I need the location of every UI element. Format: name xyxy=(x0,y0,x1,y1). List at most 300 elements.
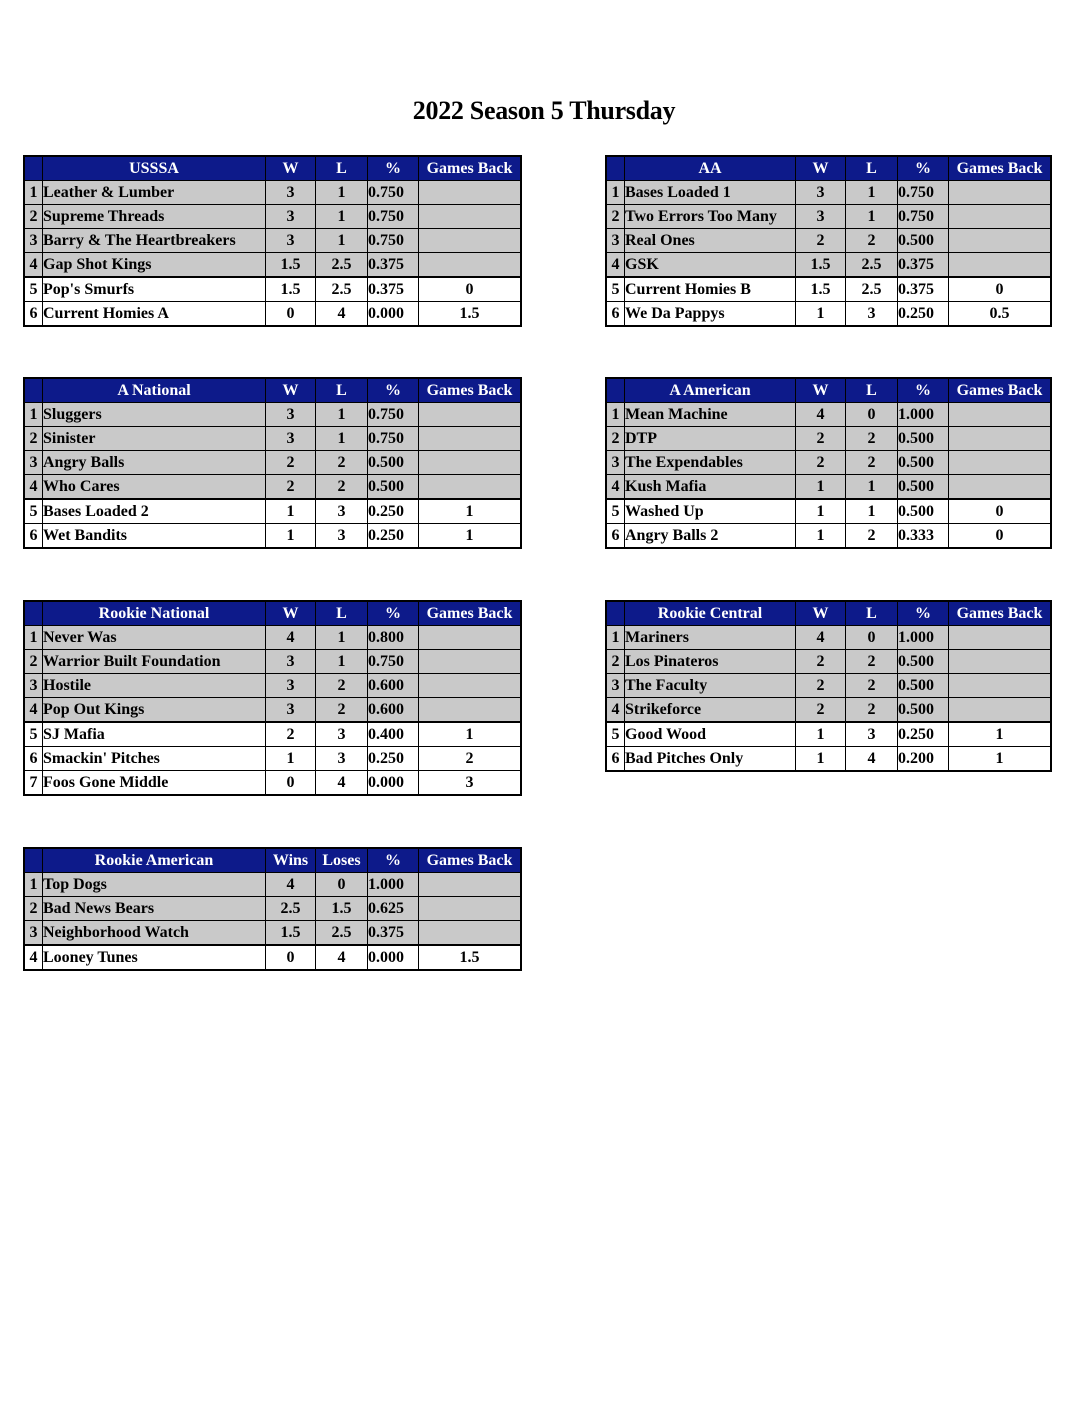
rank-cell: 5 xyxy=(25,722,43,747)
games-back-header: Games Back xyxy=(419,379,521,403)
wins-cell: 3 xyxy=(266,205,316,229)
team-name-cell: Looney Tunes xyxy=(43,945,266,970)
table-row xyxy=(25,229,521,253)
table-row xyxy=(25,873,521,897)
losses-header: L xyxy=(846,379,898,403)
wins-cell: 2 xyxy=(266,475,316,500)
percent-header: % xyxy=(898,157,949,181)
losses-header: L xyxy=(846,157,898,181)
wins-cell: 1 xyxy=(266,747,316,771)
rookie-central-standings-table xyxy=(606,601,1051,771)
team-name-cell: Good Wood xyxy=(625,722,796,747)
rank-cell: 3 xyxy=(25,921,43,946)
team-name-cell: Barry & The Heartbreakers xyxy=(43,229,266,253)
games-back-cell xyxy=(949,181,1051,205)
table-header-row xyxy=(607,379,1051,403)
losses-cell: 3 xyxy=(316,499,368,524)
games-back-cell xyxy=(419,650,521,674)
team-name-cell: SJ Mafia xyxy=(43,722,266,747)
losses-cell: 2 xyxy=(846,650,898,674)
table-row xyxy=(25,277,521,302)
games-back-header: Games Back xyxy=(949,157,1051,181)
table-row xyxy=(607,650,1051,674)
table-row xyxy=(25,945,521,970)
wins-cell: 2 xyxy=(796,674,846,698)
wins-cell: 2 xyxy=(266,722,316,747)
losses-cell: 3 xyxy=(846,722,898,747)
rank-cell: 4 xyxy=(607,253,625,278)
losses-cell: 4 xyxy=(846,747,898,771)
table-row xyxy=(607,722,1051,747)
wins-cell: 3 xyxy=(266,427,316,451)
losses-cell: 0 xyxy=(316,873,368,897)
losses-cell: 2 xyxy=(846,698,898,723)
rookie-american-standings-table xyxy=(24,848,521,970)
percent-header: % xyxy=(368,849,419,873)
losses-cell: 2.5 xyxy=(316,253,368,278)
losses-cell: 1 xyxy=(316,403,368,427)
team-name-cell: Foos Gone Middle xyxy=(43,771,266,795)
games-back-header: Games Back xyxy=(419,157,521,181)
table-row xyxy=(25,897,521,921)
losses-cell: 2 xyxy=(316,698,368,723)
rank-cell: 3 xyxy=(607,451,625,475)
rank-cell: 2 xyxy=(607,205,625,229)
table-header-row xyxy=(607,157,1051,181)
losses-cell: 2 xyxy=(846,524,898,548)
percent-cell: 0.375 xyxy=(368,277,419,302)
team-name-cell: GSK xyxy=(625,253,796,278)
rank-cell: 1 xyxy=(25,626,43,650)
percent-cell: 0.750 xyxy=(368,229,419,253)
wins-cell: 1.5 xyxy=(266,277,316,302)
rank-cell: 2 xyxy=(25,427,43,451)
team-name-cell: Bad Pitches Only xyxy=(625,747,796,771)
percent-header: % xyxy=(368,157,419,181)
losses-cell: 0 xyxy=(846,626,898,650)
wins-cell: 0 xyxy=(266,302,316,326)
rank-cell: 3 xyxy=(607,674,625,698)
table-row xyxy=(25,427,521,451)
games-back-cell xyxy=(949,229,1051,253)
losses-header: L xyxy=(316,157,368,181)
rank-cell: 6 xyxy=(25,524,43,548)
table-row xyxy=(607,674,1051,698)
games-back-cell xyxy=(419,403,521,427)
wins-header: W xyxy=(266,157,316,181)
games-back-cell: 0.5 xyxy=(949,302,1051,326)
team-name-cell: Leather & Lumber xyxy=(43,181,266,205)
losses-cell: 1 xyxy=(316,205,368,229)
table-header-row xyxy=(607,602,1051,626)
percent-cell: 0.400 xyxy=(368,722,419,747)
wins-cell: 0 xyxy=(266,945,316,970)
percent-cell: 0.750 xyxy=(898,205,949,229)
percent-cell: 0.250 xyxy=(898,722,949,747)
wins-cell: 2 xyxy=(796,698,846,723)
rank-cell: 5 xyxy=(607,277,625,302)
percent-header: % xyxy=(368,602,419,626)
percent-cell: 0.500 xyxy=(898,475,949,500)
percent-cell: 0.500 xyxy=(898,650,949,674)
percent-cell: 0.333 xyxy=(898,524,949,548)
games-back-cell xyxy=(949,205,1051,229)
percent-cell: 0.375 xyxy=(368,921,419,946)
team-name-cell: Bad News Bears xyxy=(43,897,266,921)
wins-cell: 1 xyxy=(796,722,846,747)
percent-cell: 1.000 xyxy=(898,403,949,427)
team-name-cell: Current Homies B xyxy=(625,277,796,302)
games-back-cell xyxy=(419,626,521,650)
rank-cell: 4 xyxy=(25,945,43,970)
rank-header xyxy=(25,602,43,626)
team-name-cell: Warrior Built Foundation xyxy=(43,650,266,674)
losses-cell: 2.5 xyxy=(846,277,898,302)
division-header: USSSA xyxy=(43,157,266,181)
team-name-cell: The Expendables xyxy=(625,451,796,475)
rank-cell: 6 xyxy=(607,302,625,326)
team-name-cell: Bases Loaded 2 xyxy=(43,499,266,524)
games-back-cell xyxy=(949,403,1051,427)
wins-cell: 1 xyxy=(266,499,316,524)
wins-cell: 3 xyxy=(266,229,316,253)
table-header-row xyxy=(25,157,521,181)
losses-cell: 1 xyxy=(316,650,368,674)
team-name-cell: Real Ones xyxy=(625,229,796,253)
games-back-header: Games Back xyxy=(419,602,521,626)
team-name-cell: Pop Out Kings xyxy=(43,698,266,723)
team-name-cell: Mariners xyxy=(625,626,796,650)
percent-cell: 0.500 xyxy=(898,451,949,475)
losses-cell: 2 xyxy=(846,229,898,253)
percent-cell: 0.500 xyxy=(368,475,419,500)
wins-cell: 3 xyxy=(266,650,316,674)
table-row xyxy=(25,698,521,723)
rank-cell: 2 xyxy=(607,650,625,674)
rank-cell: 5 xyxy=(25,277,43,302)
table-row xyxy=(607,277,1051,302)
games-back-cell xyxy=(419,921,521,946)
wins-cell: 4 xyxy=(796,403,846,427)
table-row xyxy=(607,451,1051,475)
losses-cell: 2.5 xyxy=(316,277,368,302)
percent-cell: 0.750 xyxy=(368,427,419,451)
percent-cell: 0.750 xyxy=(368,650,419,674)
page-title: 2022 Season 5 Thursday xyxy=(412,96,676,125)
rank-cell: 3 xyxy=(25,229,43,253)
losses-cell: 3 xyxy=(846,302,898,326)
losses-cell: 3 xyxy=(316,747,368,771)
percent-cell: 0.000 xyxy=(368,771,419,795)
losses-cell: 3 xyxy=(316,524,368,548)
percent-cell: 0.250 xyxy=(368,524,419,548)
rank-header xyxy=(25,379,43,403)
losses-cell: 1 xyxy=(846,475,898,500)
wins-cell: 3 xyxy=(266,181,316,205)
rank-header xyxy=(25,157,43,181)
team-name-cell: Los Pinateros xyxy=(625,650,796,674)
wins-cell: 2 xyxy=(796,229,846,253)
percent-cell: 0.750 xyxy=(898,181,949,205)
percent-cell: 0.000 xyxy=(368,302,419,326)
games-back-cell: 1.5 xyxy=(419,945,521,970)
games-back-cell xyxy=(419,253,521,278)
team-name-cell: Sinister xyxy=(43,427,266,451)
games-back-cell xyxy=(419,873,521,897)
rank-cell: 1 xyxy=(25,181,43,205)
table-row xyxy=(25,921,521,946)
games-back-header: Games Back xyxy=(419,849,521,873)
percent-cell: 0.500 xyxy=(368,451,419,475)
games-back-cell xyxy=(419,229,521,253)
games-back-cell xyxy=(949,427,1051,451)
rank-cell: 1 xyxy=(25,873,43,897)
losses-header: L xyxy=(846,602,898,626)
rank-header xyxy=(607,157,625,181)
percent-header: % xyxy=(368,379,419,403)
percent-header: % xyxy=(898,379,949,403)
games-back-cell: 3 xyxy=(419,771,521,795)
games-back-cell xyxy=(419,427,521,451)
rank-cell: 6 xyxy=(607,524,625,548)
wins-header: W xyxy=(266,379,316,403)
losses-cell: 4 xyxy=(316,302,368,326)
losses-cell: 2 xyxy=(846,451,898,475)
percent-cell: 0.375 xyxy=(898,277,949,302)
rank-cell: 4 xyxy=(607,698,625,723)
wins-cell: 0 xyxy=(266,771,316,795)
table-row xyxy=(607,524,1051,548)
percent-cell: 0.500 xyxy=(898,229,949,253)
wins-cell: 3 xyxy=(266,403,316,427)
team-name-cell: Current Homies A xyxy=(43,302,266,326)
losses-cell: 2 xyxy=(316,451,368,475)
rank-cell: 6 xyxy=(25,302,43,326)
games-back-cell: 1 xyxy=(949,747,1051,771)
percent-header: % xyxy=(898,602,949,626)
percent-cell: 0.500 xyxy=(898,698,949,723)
rank-cell: 1 xyxy=(25,403,43,427)
losses-cell: 3 xyxy=(316,722,368,747)
division-header: Rookie National xyxy=(43,602,266,626)
rank-cell: 4 xyxy=(25,475,43,500)
losses-header: L xyxy=(316,379,368,403)
games-back-cell: 0 xyxy=(419,277,521,302)
team-name-cell: Kush Mafia xyxy=(625,475,796,500)
wins-cell: 3 xyxy=(266,698,316,723)
games-back-cell: 0 xyxy=(949,499,1051,524)
team-name-cell: Angry Balls 2 xyxy=(625,524,796,548)
percent-cell: 0.800 xyxy=(368,626,419,650)
table-row xyxy=(25,302,521,326)
games-back-cell xyxy=(949,451,1051,475)
table-row xyxy=(25,475,521,500)
wins-cell: 3 xyxy=(266,674,316,698)
table-row xyxy=(607,229,1051,253)
games-back-cell: 1 xyxy=(949,722,1051,747)
rank-cell: 4 xyxy=(25,698,43,723)
percent-cell: 0.500 xyxy=(898,499,949,524)
wins-cell: 4 xyxy=(796,626,846,650)
table-row xyxy=(607,475,1051,500)
table-header-row xyxy=(25,602,521,626)
team-name-cell: Smackin' Pitches xyxy=(43,747,266,771)
table-row xyxy=(607,499,1051,524)
percent-cell: 0.000 xyxy=(368,945,419,970)
division-header: Rookie American xyxy=(43,849,266,873)
table-row xyxy=(25,499,521,524)
rank-cell: 4 xyxy=(25,253,43,278)
losses-cell: 1 xyxy=(846,205,898,229)
table-row xyxy=(25,205,521,229)
a-national-standings-table xyxy=(24,378,521,548)
rank-cell: 2 xyxy=(607,427,625,451)
rank-cell: 2 xyxy=(25,897,43,921)
team-name-cell: Hostile xyxy=(43,674,266,698)
table-row xyxy=(607,698,1051,723)
team-name-cell: Mean Machine xyxy=(625,403,796,427)
team-name-cell: DTP xyxy=(625,427,796,451)
wins-cell: 2 xyxy=(796,451,846,475)
losses-cell: 1 xyxy=(316,427,368,451)
table-row xyxy=(607,626,1051,650)
table-row xyxy=(607,302,1051,326)
table-row xyxy=(25,524,521,548)
table-row xyxy=(607,403,1051,427)
division-header: Rookie Central xyxy=(625,602,796,626)
team-name-cell: Top Dogs xyxy=(43,873,266,897)
games-back-cell xyxy=(419,897,521,921)
team-name-cell: Angry Balls xyxy=(43,451,266,475)
wins-cell: 4 xyxy=(266,873,316,897)
wins-cell: 1 xyxy=(796,475,846,500)
wins-cell: 1.5 xyxy=(796,277,846,302)
team-name-cell: Washed Up xyxy=(625,499,796,524)
rank-header xyxy=(607,379,625,403)
wins-header: W xyxy=(796,157,846,181)
games-back-cell: 2 xyxy=(419,747,521,771)
table-row xyxy=(25,722,521,747)
games-back-cell: 1 xyxy=(419,524,521,548)
division-header: A National xyxy=(43,379,266,403)
games-back-cell: 0 xyxy=(949,277,1051,302)
games-back-cell: 1 xyxy=(419,499,521,524)
wins-cell: 1.5 xyxy=(796,253,846,278)
games-back-header: Games Back xyxy=(949,602,1051,626)
losses-cell: 2 xyxy=(316,674,368,698)
team-name-cell: Sluggers xyxy=(43,403,266,427)
percent-cell: 0.375 xyxy=(368,253,419,278)
wins-cell: 2 xyxy=(796,650,846,674)
losses-header: Loses xyxy=(316,849,368,873)
table-row xyxy=(607,181,1051,205)
team-name-cell: Strikeforce xyxy=(625,698,796,723)
percent-cell: 0.250 xyxy=(368,747,419,771)
rank-cell: 3 xyxy=(25,674,43,698)
wins-cell: 1 xyxy=(266,524,316,548)
losses-cell: 1 xyxy=(316,626,368,650)
wins-cell: 1 xyxy=(796,499,846,524)
games-back-cell: 0 xyxy=(949,524,1051,548)
losses-cell: 2.5 xyxy=(316,921,368,946)
rank-cell: 5 xyxy=(607,722,625,747)
losses-cell: 1.5 xyxy=(316,897,368,921)
games-back-cell xyxy=(949,674,1051,698)
wins-header: W xyxy=(796,602,846,626)
team-name-cell: Pop's Smurfs xyxy=(43,277,266,302)
rank-cell: 3 xyxy=(25,451,43,475)
percent-cell: 0.500 xyxy=(898,427,949,451)
games-back-header: Games Back xyxy=(949,379,1051,403)
wins-header: W xyxy=(796,379,846,403)
rank-cell: 1 xyxy=(607,403,625,427)
wins-cell: 2 xyxy=(266,451,316,475)
games-back-cell xyxy=(419,698,521,723)
losses-header: L xyxy=(316,602,368,626)
rank-cell: 6 xyxy=(607,747,625,771)
rank-header xyxy=(607,602,625,626)
table-row xyxy=(25,674,521,698)
percent-cell: 0.750 xyxy=(368,403,419,427)
wins-cell: 1.5 xyxy=(266,921,316,946)
games-back-cell xyxy=(419,451,521,475)
wins-cell: 1.5 xyxy=(266,253,316,278)
wins-header: W xyxy=(266,602,316,626)
wins-cell: 3 xyxy=(796,181,846,205)
games-back-cell xyxy=(949,253,1051,278)
losses-cell: 2 xyxy=(846,674,898,698)
team-name-cell: Gap Shot Kings xyxy=(43,253,266,278)
games-back-cell xyxy=(949,626,1051,650)
table-header-row xyxy=(25,379,521,403)
rookie-national-standings-table xyxy=(24,601,521,795)
wins-cell: 4 xyxy=(266,626,316,650)
percent-cell: 1.000 xyxy=(368,873,419,897)
team-name-cell: Neighborhood Watch xyxy=(43,921,266,946)
division-header: AA xyxy=(625,157,796,181)
wins-cell: 1 xyxy=(796,524,846,548)
games-back-cell xyxy=(949,650,1051,674)
team-name-cell: We Da Pappys xyxy=(625,302,796,326)
games-back-cell xyxy=(419,475,521,500)
a-american-standings-table xyxy=(606,378,1051,548)
losses-cell: 1 xyxy=(846,181,898,205)
table-row xyxy=(25,626,521,650)
games-back-cell xyxy=(419,674,521,698)
losses-cell: 0 xyxy=(846,403,898,427)
losses-cell: 1 xyxy=(316,229,368,253)
team-name-cell: Two Errors Too Many xyxy=(625,205,796,229)
team-name-cell: Bases Loaded 1 xyxy=(625,181,796,205)
table-row xyxy=(607,747,1051,771)
table-header-row xyxy=(25,849,521,873)
percent-cell: 0.600 xyxy=(368,674,419,698)
table-row xyxy=(607,205,1051,229)
percent-cell: 0.250 xyxy=(368,499,419,524)
table-row xyxy=(25,253,521,278)
games-back-cell: 1 xyxy=(419,722,521,747)
games-back-cell: 1.5 xyxy=(419,302,521,326)
losses-cell: 4 xyxy=(316,945,368,970)
table-row xyxy=(25,403,521,427)
percent-cell: 0.200 xyxy=(898,747,949,771)
losses-cell: 2 xyxy=(316,475,368,500)
wins-cell: 1 xyxy=(796,302,846,326)
table-row xyxy=(25,747,521,771)
rank-cell: 1 xyxy=(607,626,625,650)
losses-cell: 1 xyxy=(846,499,898,524)
percent-cell: 0.750 xyxy=(368,181,419,205)
